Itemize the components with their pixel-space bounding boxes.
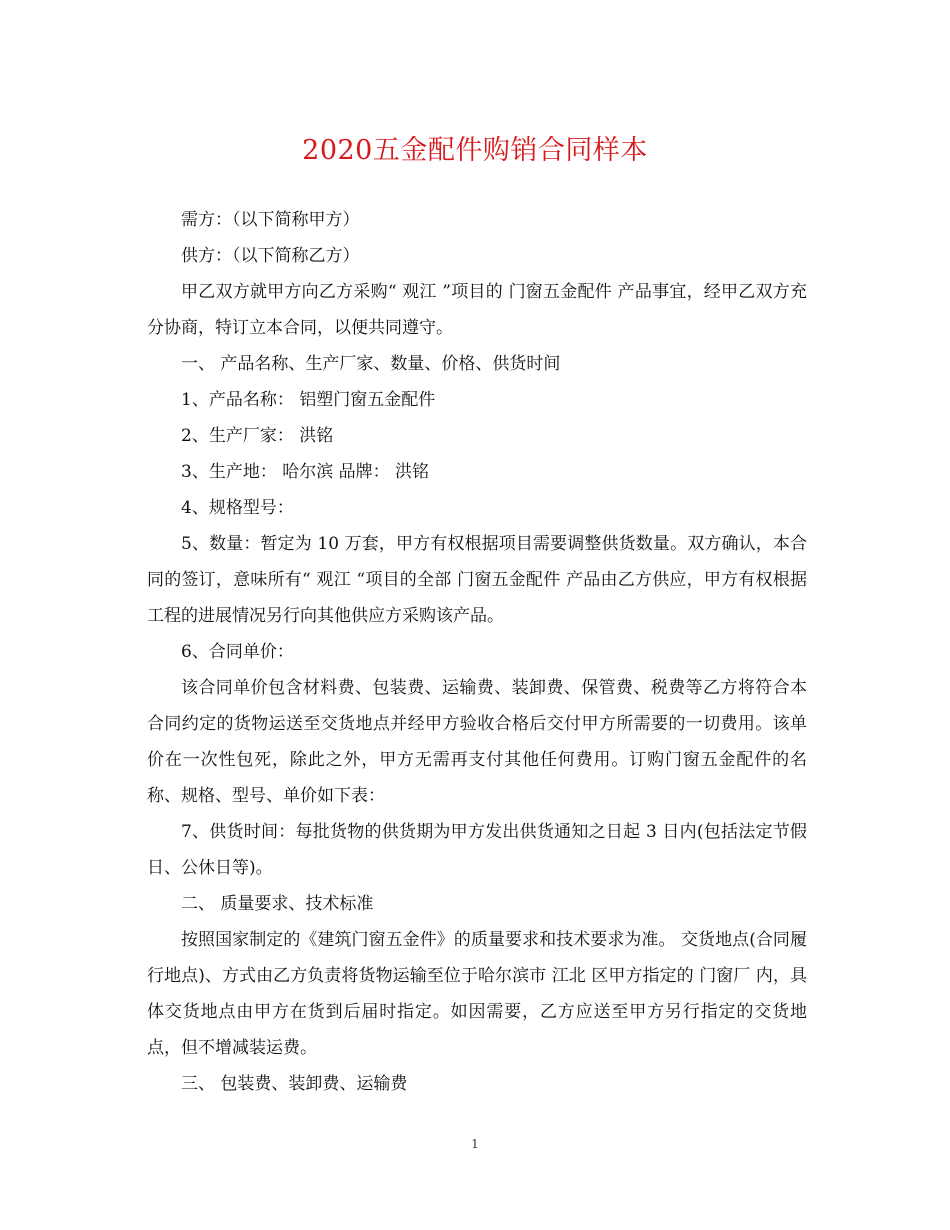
- paragraph-origin-brand: 3、生产地： 哈尔滨 品牌： 洪铭: [181, 462, 430, 482]
- paragraph-unit-price-terms: 该合同单价包含材料费、包装费、运输费、装卸费、保管费、税费等乙方将符合本合同约定的货物运送至交货地点并经甲方验收合格后交付甲方所需要的一切费用。该单价在一次性包死，除此之外，甲方无需再支付其他任何费用。订购门窗五金配件的名称、规格、型号、单价如下表：: [147, 678, 807, 806]
- paragraph-preamble: 甲乙双方就甲方向乙方采购“ 观江 ”项目的 门窗五金配件 产品事宜，经甲乙双方充分协商，特订立本合同，以便共同遵守。: [147, 282, 807, 338]
- paragraph-manufacturer: 2、生产厂家： 洪铭: [181, 426, 334, 446]
- section-heading-2: 二、 质量要求、技术标准: [181, 894, 374, 914]
- paragraph-delivery-time: 7、供货时间：每批货物的供货期为甲方发出供货通知之日起 3 日内(包括法定节假日、公休日等)。: [147, 822, 807, 878]
- paragraph-supplier: 供方：（以下简称乙方）: [181, 246, 360, 266]
- document-title: 2020五金配件购销合同样本: [302, 135, 648, 166]
- paragraph-unit-price-heading: 6、合同单价：: [181, 642, 294, 662]
- section-heading-1: 一、 产品名称、生产厂家、数量、价格、供货时间: [181, 354, 561, 374]
- paragraph-quantity: 5、数量：暂定为 10 万套，甲方有权根据项目需要调整供货数量。双方确认，本合同的签订，意味所有“ 观江 “项目的全部 门窗五金配件 产品由乙方供应，甲方有权根据工程的进展情况另行向其他供应方采购该产品。: [147, 534, 807, 626]
- page-number: 1: [471, 1137, 479, 1151]
- paragraph-buyer: 需方：（以下简称甲方）: [181, 210, 360, 230]
- paragraph-product-name: 1、产品名称： 铝塑门窗五金配件: [181, 390, 436, 410]
- paragraph-quality-standard: 按照国家制定的《建筑门窗五金件》的质量要求和技术要求为准。 交货地点(合同履行地点)、方式由乙方负责将货物运输至位于哈尔滨市 江北 区甲方指定的 门窗厂 内，具体交货地点由甲方在货到后届时指定。如因需要，乙方应送至甲方另行指定的交货地点，但不增减装运费。: [147, 930, 807, 1058]
- paragraph-spec-model: 4、规格型号：: [181, 498, 294, 518]
- document-body: [147, 202, 807, 1102]
- section-heading-3: 三、 包装费、装卸费、运输费: [181, 1074, 408, 1094]
